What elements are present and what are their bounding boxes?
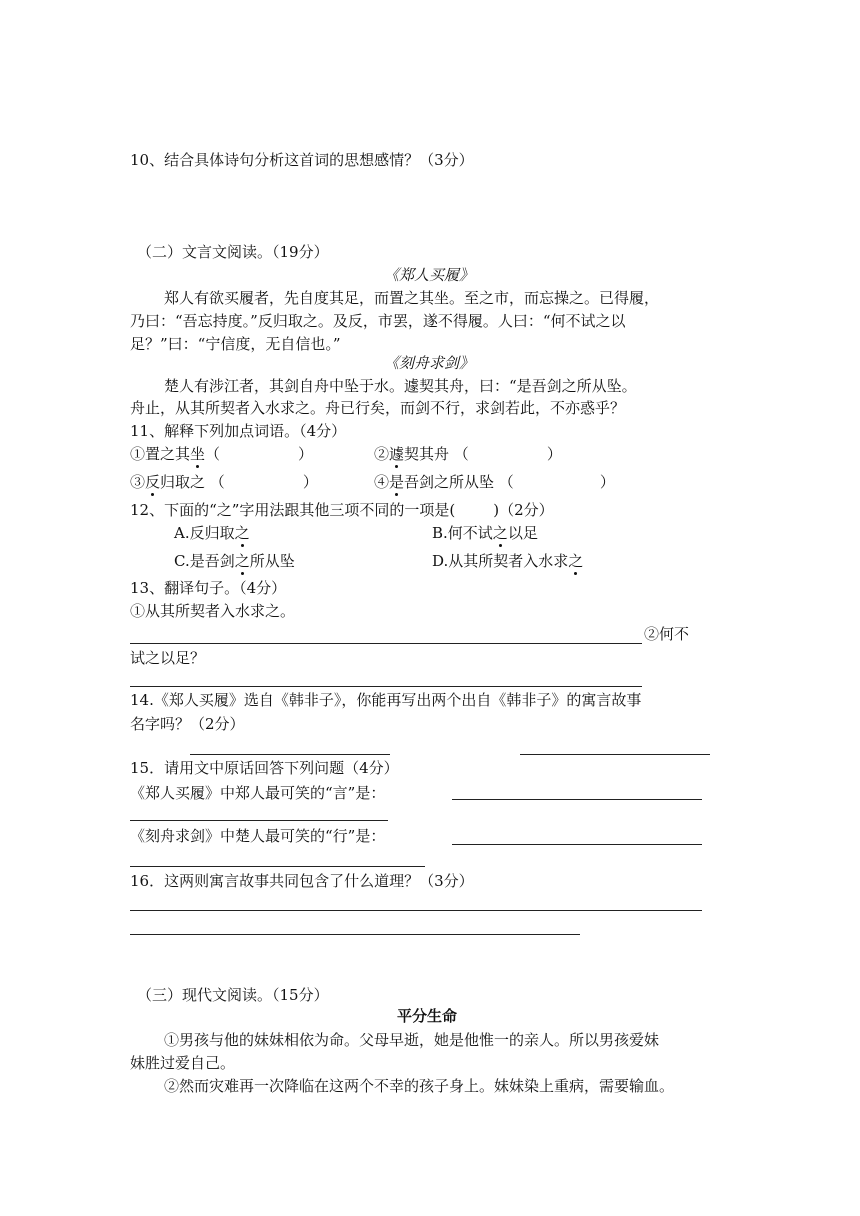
section-3-heading: （三）现代文阅读。（15分） xyxy=(137,986,329,1004)
item-text: )（2分） xyxy=(493,501,554,519)
passage-2-line: 舟止，从其所契者入水求之。舟已行矣，而剑不行，求剑若此，不亦惑乎？ xyxy=(130,399,626,417)
passage-3-line: ①男孩与他的妹妹相依为命。父母早逝，她是他惟一的亲人。所以男孩爱妹 xyxy=(164,1031,660,1049)
item-text: 归取之 （ xyxy=(160,473,225,491)
answer-line xyxy=(130,934,580,935)
answer-line xyxy=(520,754,710,755)
dotted-char: 反 xyxy=(145,473,161,491)
question-15-b: 《刻舟求剑》中楚人最可笑的“行”是： xyxy=(130,827,386,845)
question-12 xyxy=(130,500,554,520)
passage-2-line: 楚人有涉江者，其剑自舟中坠于水。遽契其舟，曰：“是吾剑之所从坠。 xyxy=(164,377,637,395)
item-text: 契其舟 （ xyxy=(404,445,469,463)
question-12-option-a: A.反归取之 xyxy=(174,524,250,542)
answer-line xyxy=(130,643,642,644)
section-2-heading: （二）文言文阅读。（19分） xyxy=(137,243,329,261)
question-13-item-2-cont: 试之以足？ xyxy=(130,649,206,667)
passage-2-title: 《刻舟求剑》 xyxy=(384,354,475,372)
answer-line xyxy=(130,820,388,821)
question-16: 16．这两则寓言故事共同包含了什么道理？（3分） xyxy=(130,872,474,890)
paren: ） xyxy=(302,473,318,491)
question-12-option-b: B.何不试之以足 xyxy=(432,524,538,542)
item-text: ①置之其 xyxy=(130,445,191,463)
item-text: ④ xyxy=(374,473,390,491)
question-13-item-2: ②何不 xyxy=(644,625,690,643)
item-text: ② xyxy=(374,445,390,463)
dotted-char: 之 xyxy=(568,552,584,570)
question-13-item-1: ①从其所契者入水求之。 xyxy=(130,602,296,620)
item-text: 吾剑之所从坠 （ xyxy=(404,473,514,491)
question-11: 11、解释下列加点词语。（4分） xyxy=(130,422,347,440)
item-text: （ xyxy=(205,445,221,463)
question-14: 14.《郑人买履》选自《韩非子》，你能再写出两个出自《韩非子》的寓言故事 xyxy=(130,691,642,709)
dotted-char: 之 xyxy=(234,552,250,570)
answer-line xyxy=(452,799,702,800)
passage-3-line: ②然而灾难再一次降临在这两个不幸的孩子身上。妹妹染上重病，需要输血。 xyxy=(164,1077,675,1095)
dotted-char: 之 xyxy=(492,524,508,542)
passage-3-title: 平分生命 xyxy=(397,1007,458,1025)
question-14-cont: 名字吗？（2分） xyxy=(130,715,245,733)
passage-1-line: 郑人有欲买履者，先自度其足，而置之其坐。至之市，而忘操之。已得履， xyxy=(164,289,660,307)
item-text: ③ xyxy=(130,473,146,491)
passage-1-line: 足？”曰：“宁信度，无自信也。” xyxy=(130,335,341,353)
answer-line xyxy=(452,844,702,845)
dotted-char: 是 xyxy=(389,473,405,491)
passage-1-line: 乃曰：“吾忘持度。”反归取之。及反，市罢，遂不得履。人曰：“何不试之以 xyxy=(130,312,626,330)
paren: ） xyxy=(546,445,562,463)
paren: ） xyxy=(298,445,314,463)
question-12-option-c: C.是吾剑之所从坠 xyxy=(174,552,295,570)
answer-line xyxy=(130,910,702,911)
passage-3-line: 妹胜过爱自己。 xyxy=(130,1054,236,1072)
dotted-char: 之 xyxy=(234,524,250,542)
answer-line xyxy=(190,754,390,755)
question-13: 13、翻译句子。（4分） xyxy=(130,579,287,597)
answer-line xyxy=(130,866,425,867)
question-15: 15．请用文中原话回答下列问题（4分） xyxy=(130,759,399,777)
question-11-item-4 xyxy=(374,472,615,492)
question-11-item-3 xyxy=(130,472,318,492)
question-15-a: 《郑人买履》中郑人最可笑的“言”是： xyxy=(130,784,386,802)
dotted-char: 坐 xyxy=(190,445,206,463)
question-12-option-d: D.从其所契者入水求之 xyxy=(432,552,584,570)
question-11-item-2 xyxy=(374,444,562,464)
question-11-item-1 xyxy=(130,444,313,464)
passage-1-title: 《郑人买履》 xyxy=(384,266,475,284)
paren: ） xyxy=(599,473,615,491)
item-text: 12、下面的“之”字用法跟其他三项不同的一项是( xyxy=(130,501,456,519)
answer-line xyxy=(130,686,642,687)
dotted-char: 遽 xyxy=(389,445,405,463)
question-10: 10、结合具体诗句分析这首词的思想感情？（3分） xyxy=(130,151,474,169)
